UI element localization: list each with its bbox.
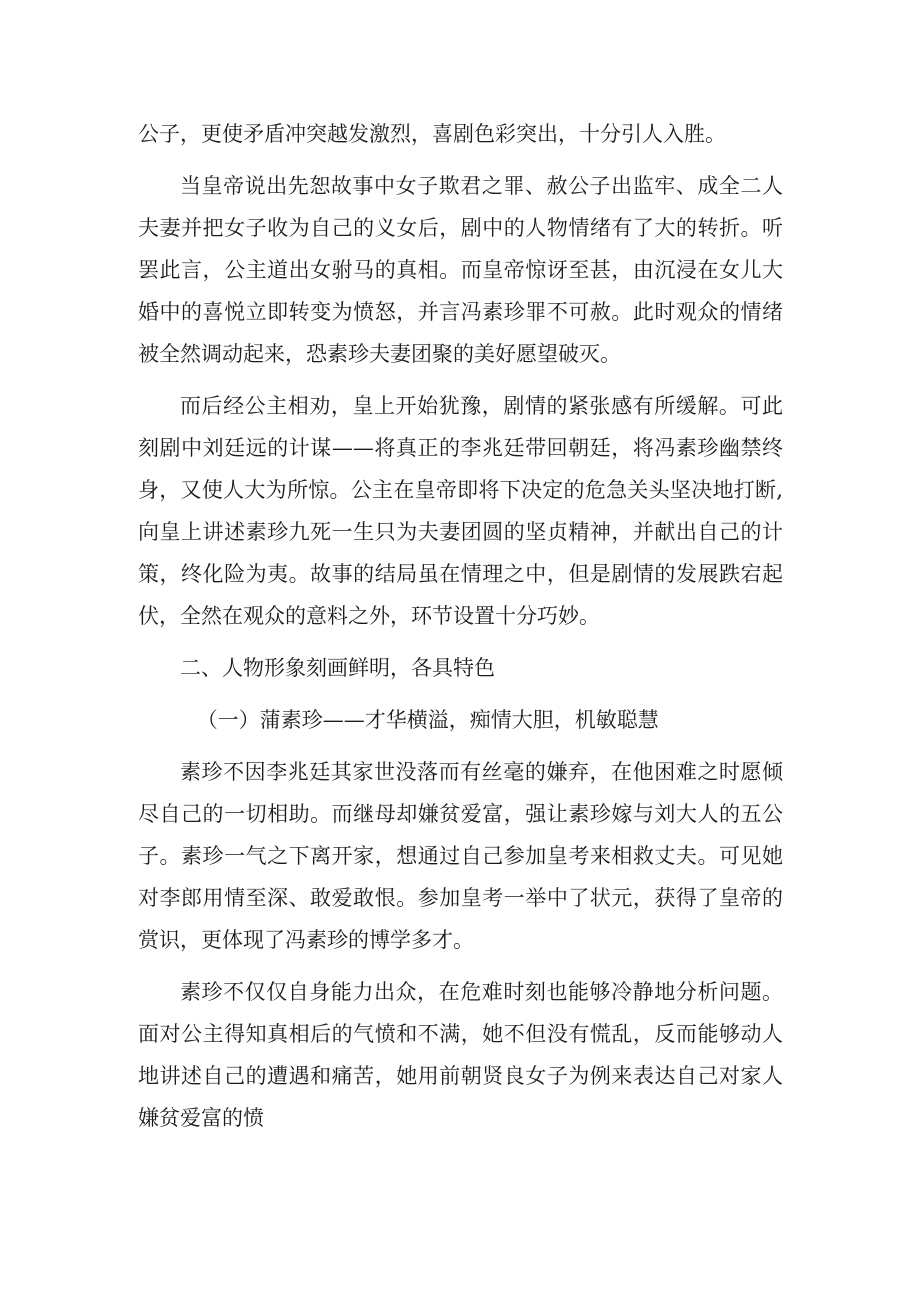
paragraph-suzhen-devotion: 素珍不因李兆廷其家世没落而有丝毫的嫌弃，在他困难之时愿倾尽自己的一切相助。而继母却嫌贫爱富，强让素珍嫁与刘大人的五公子。素珍一气之下离开家，想通过自己参加皇考来相救丈夫。可见她对李郎用情至深、敢爱敢恨。参加皇考一举中了状元，获得了皇帝的赏识，更体现了冯素珍的博学多才。	[138, 760, 783, 952]
paragraph-suzhen-composure: 素珍不仅仅自身能力出众，在危难时刻也能够冷静地分析问题。面对公主得知真相后的气愤和不满，她不但没有慌乱，反而能够动人地讲述自己的遭遇和痛苦，她用前朝贤良女子为例来表达自己对家人嫌贫爱富的愤	[138, 980, 783, 1130]
paragraph-emperor-pardon: 当皇帝说出先恕故事中女子欺君之罪、赦公子出监牢、成全二人夫妻并把女子收为自己的义女后，剧中的人物情绪有了大的转折。听罢此言，公主道出女驸马的真相。而皇帝惊讶至甚，由沉浸在女儿大婚中的喜悦立即转变为愤怒，并言冯素珍罪不可赦。此时观众的情绪被全然调动起来，恐素珍夫妻团聚的美好愿望破灭。	[138, 174, 783, 366]
paragraph-princess-plea: 而后经公主相劝，皇上开始犹豫，剧情的紧张感有所缓解。可此刻剧中刘廷远的计谋——将真正的李兆廷带回朝廷，将冯素珍幽禁终身，又使人大为所惊。公主在皇帝即将下决定的危急关头坚决地打断,向皇上讲述素珍九死一生只为夫妻团圆的坚贞精神，并献出自己的计策，终化险为夷。故事的结局虽在情理之中，但是剧情的发展跌宕起伏，全然在观众的意料之外，环节设置十分巧妙。	[138, 394, 783, 628]
section-heading: 二、人物形象刻画鲜明，各具特色	[180, 656, 495, 680]
subsection-heading: （一）蒲素珍——才华横溢，痴情大胆，机敏聪慧	[196, 708, 659, 732]
body-text	[138, 113, 783, 1149]
paragraph-continuation: 公子，更使矛盾冲突越发激烈，喜剧色彩突出，十分引人入胜。	[138, 122, 726, 146]
